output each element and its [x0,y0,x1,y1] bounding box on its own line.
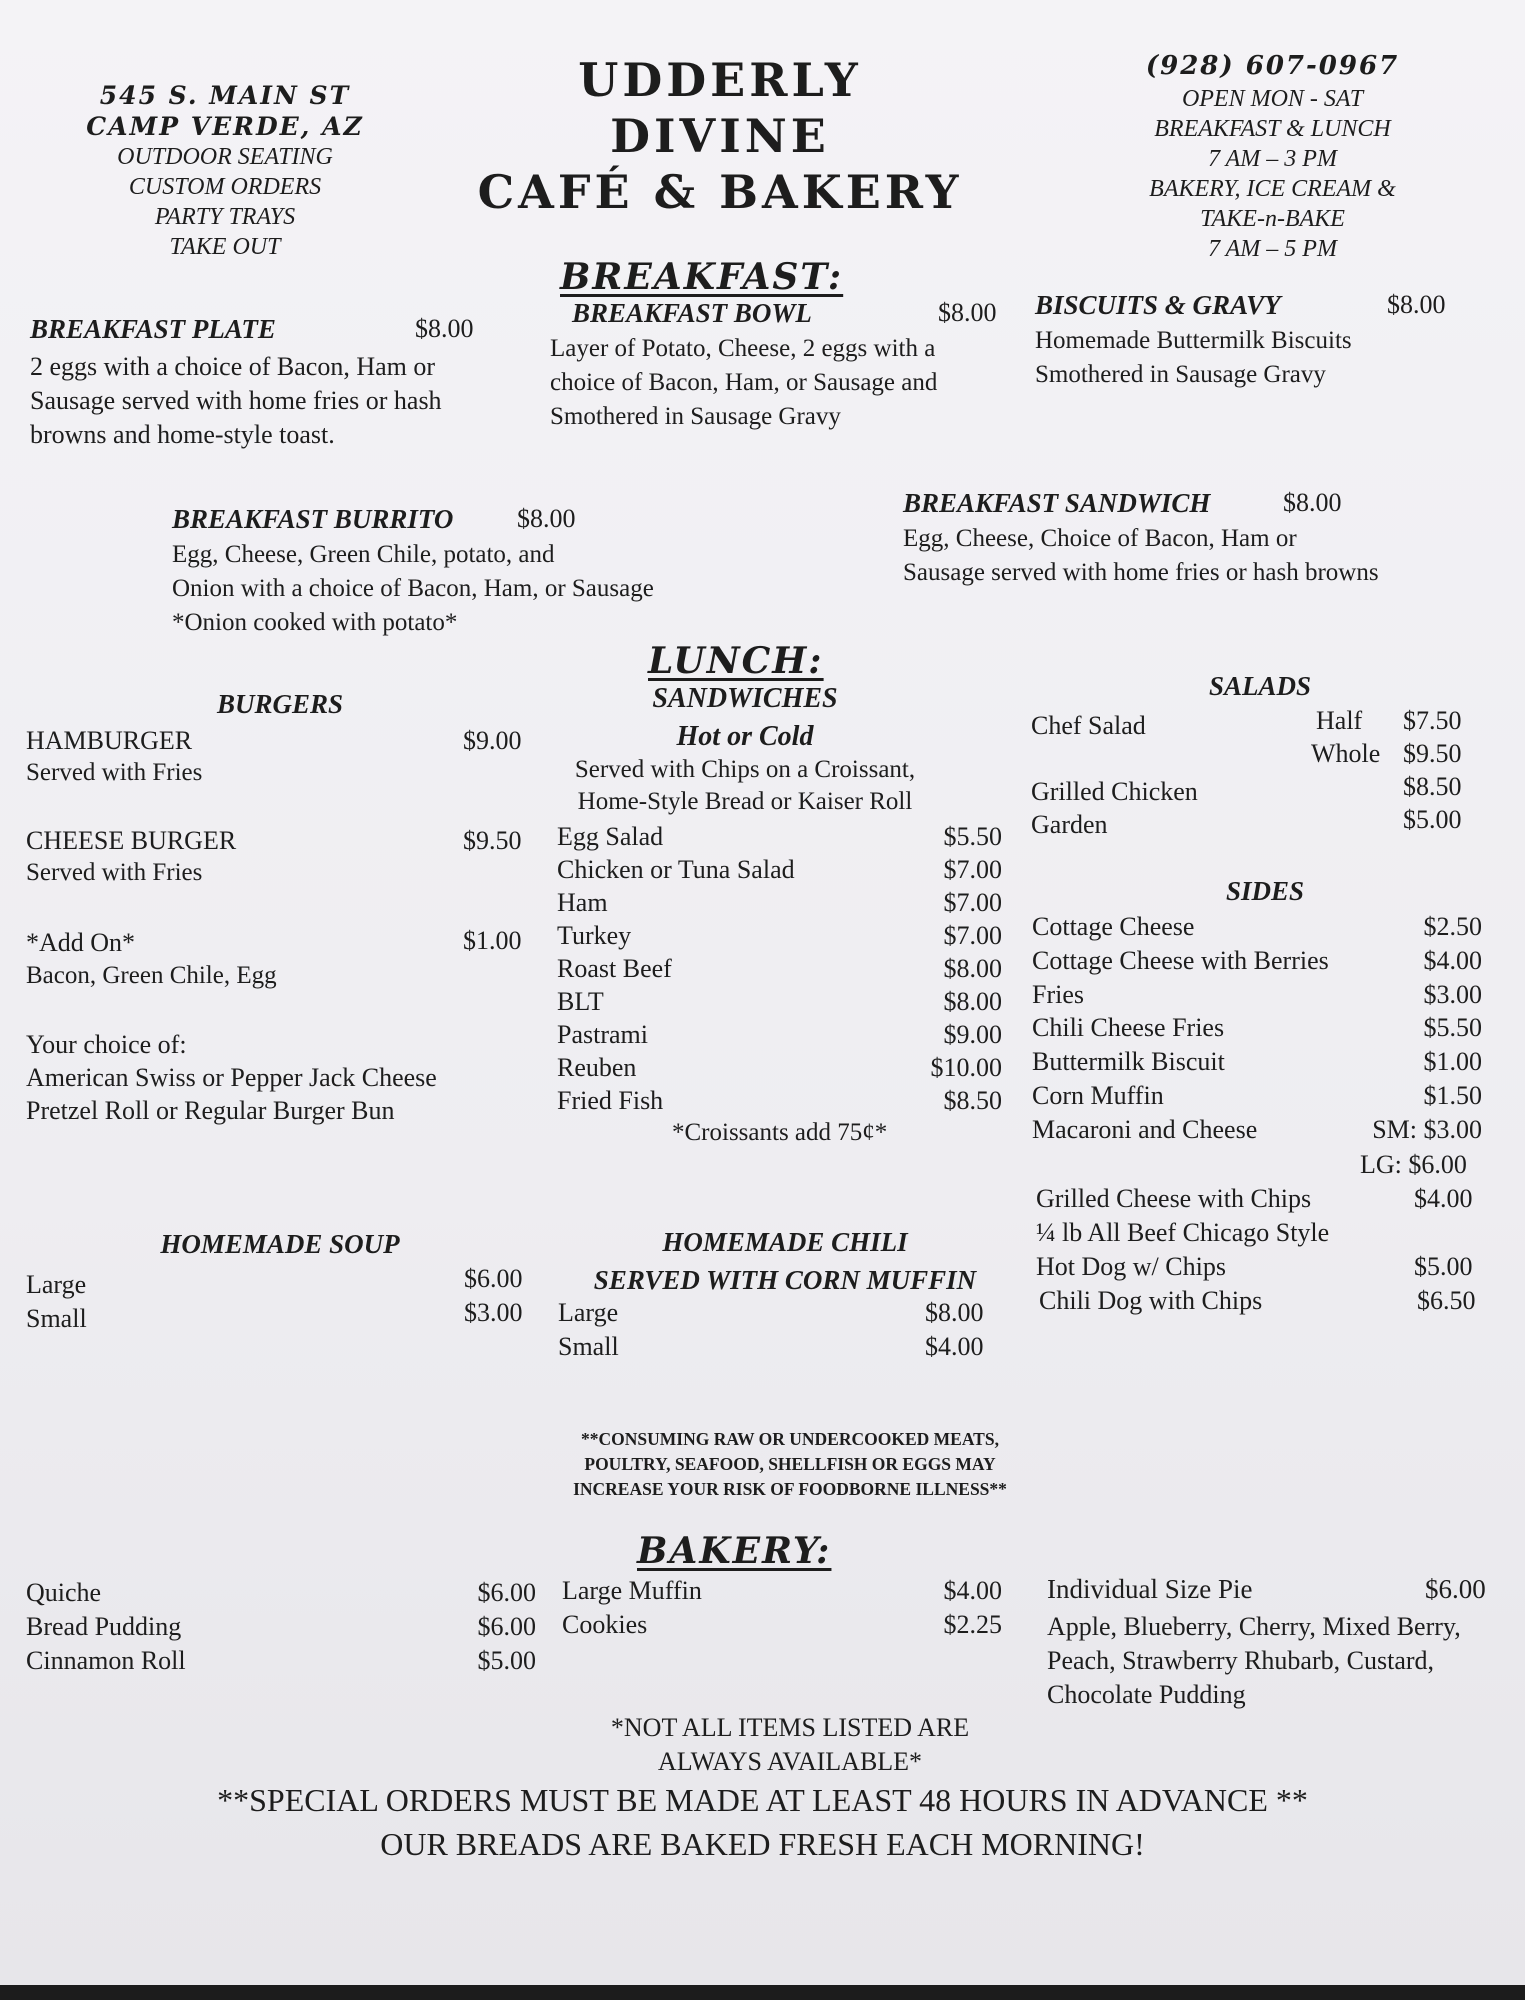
sandwich-item-name: Chicken or Tuna Salad [557,855,795,884]
garden-name: Garden [1031,810,1108,839]
side-item-price: $2.50 [1423,912,1482,941]
bakery-item-name: Bread Pudding [26,1612,182,1641]
burger-choice-label: Your choice of: [26,1030,187,1059]
side-item-price: $1.50 [1423,1081,1482,1110]
soup-small-price: $3.00 [464,1298,523,1327]
food-safety-warning [530,1427,1050,1502]
side-item-price: SM: $3.00 [1372,1114,1482,1144]
hamburger-price: $9.00 [463,726,522,755]
grilled-chicken-price: $8.50 [1403,772,1462,801]
sandwich-item-name: Turkey [557,921,632,950]
item-description: Smothered in Sausage Gravy [550,403,841,430]
addon-desc: Bacon, Green Chile, Egg [26,962,277,989]
chili-small-price: $4.00 [925,1332,984,1361]
bakery-item-name: Large Muffin [562,1576,702,1605]
address-line: CAMP VERDE, AZ [86,112,364,141]
breakfast-heading: BREAKFAST: [560,256,844,298]
special-orders-note: **SPECIAL ORDERS MUST BE MADE AT LEAST 48 HOURS IN ADVANCE ** [217,1782,1308,1818]
hotdog-price: $5.00 [1414,1252,1473,1281]
item-name: BISCUITS & GRAVY [1035,290,1281,320]
phone-number: (928) 607-0967 [1145,51,1400,81]
hours-line: 7 AM – 3 PM [1208,146,1337,172]
sides-list [1032,912,1492,1152]
item-description: choice of Bacon, Ham, or Sausage and [550,369,938,396]
chilidog-name: Chili Dog with Chips [1039,1286,1263,1315]
item-name: BREAKFAST BURRITO [172,504,454,534]
side-item-name: Cottage Cheese [1032,912,1195,941]
item-description: Egg, Cheese, Choice of Bacon, Ham or [903,525,1297,552]
pie-flavors: Chocolate Pudding [1047,1680,1246,1709]
side-item-price: $3.00 [1423,979,1482,1009]
burgers-list [26,726,536,1126]
lunch-heading: LUNCH: [648,640,824,682]
item-price: $8.00 [415,314,474,343]
hotdog-name: Hot Dog w/ Chips [1036,1252,1226,1281]
hotdog-intro: ¼ lb All Beef Chicago Style [1036,1218,1330,1247]
feature-line: OUTDOOR SEATING [117,144,333,170]
item-description: Layer of Potato, Cheese, 2 eggs with a [550,335,936,362]
mac-lg-price: LG: $6.00 [1360,1150,1467,1179]
bakery-item-price: $2.25 [943,1610,1002,1639]
cheeseburger-name: CHEESE BURGER [26,826,237,855]
sandwich-item-name: Pastrami [557,1020,648,1049]
sandwich-item-name: Roast Beef [557,954,672,983]
item-description: Sausage served with home fries or hash browns [903,559,1379,586]
pie-flavors: Apple, Blueberry, Cherry, Mixed Berry, [1047,1612,1461,1641]
item-price: $8.00 [517,504,576,533]
side-item-name: Cottage Cheese with Berries [1032,945,1329,975]
hours-line: 7 AM – 5 PM [1208,236,1337,262]
sandwich-item-price: $8.00 [943,954,1002,983]
bakery-left-list [26,1578,536,1688]
chili-header [560,1223,1010,1299]
item-price: $8.00 [938,298,997,327]
side-item-name: Macaroni and Cheese [1032,1114,1258,1144]
side-item-price: $1.00 [1423,1047,1482,1077]
item-description: Sausage served with home fries or hash [30,386,442,415]
header-hours-block [1085,48,1460,264]
sandwich-item-name: Egg Salad [557,822,664,851]
soup-heading: HOMEMADE SOUP [160,1229,400,1259]
chili-subheading: SERVED WITH CORN MUFFIN [593,1265,977,1295]
sandwich-item-price: $5.50 [943,822,1002,851]
bakery-item-price: $6.00 [477,1612,536,1641]
feature-line: CUSTOM ORDERS [128,174,322,200]
chef-whole-price: $9.50 [1403,739,1462,768]
chef-half-price: $7.50 [1403,706,1462,735]
bakery-item-price: $5.00 [477,1646,536,1675]
item-description: Homemade Buttermilk Biscuits [1035,327,1352,354]
title-line: CAFÉ & BAKERY [477,165,963,219]
served-line: Home-Style Bread or Kaiser Roll [577,788,913,815]
soup-large-price: $6.00 [464,1264,523,1293]
chili-heading: HOMEMADE CHILI [662,1227,908,1257]
hours-line: BAKERY, ICE CREAM & [1149,176,1396,202]
item-description: browns and home-style toast. [30,420,335,449]
item-description: Onion with a choice of Bacon, Ham, or Sausage [172,575,654,602]
bakery-item-price: $6.00 [477,1578,536,1607]
title-line: DIVINE [610,109,830,163]
grilled-chicken-name: Grilled Chicken [1031,777,1198,806]
item-name: BREAKFAST BOWL [572,298,812,328]
bakery-item-name: Quiche [26,1578,102,1607]
burger-choice-line: American Swiss or Pepper Jack Cheese [26,1063,437,1092]
sandwich-item-name: Reuben [557,1053,637,1082]
sandwich-item-price: $7.00 [943,921,1002,950]
header-address-block [40,80,410,262]
garden-price: $5.00 [1403,805,1462,834]
soup-small-name: Small [26,1304,87,1333]
chili-small-name: Small [558,1332,619,1361]
pie-name: Individual Size Pie [1047,1574,1253,1604]
sandwiches-served [545,754,945,818]
side-item-name: Corn Muffin [1032,1081,1164,1110]
sides-extra [1036,1184,1486,1324]
pie-flavors: Peach, Strawberry Rhubarb, Custard, [1047,1646,1435,1675]
item-price: $8.00 [1283,488,1342,517]
bakery-heading: BAKERY: [637,1530,832,1572]
title-line: UDDERLY [578,53,862,107]
soup-list [26,1264,536,1344]
grilled-cheese-price: $4.00 [1414,1184,1473,1213]
bakery-item-price: $4.00 [943,1576,1002,1605]
side-item-name: Buttermilk Biscuit [1032,1047,1225,1077]
bakery-middle-list [562,1576,1002,1656]
sandwiches-heading: SANDWICHES [652,683,838,714]
item-description: *Onion cooked with potato* [172,609,458,636]
hours-line: BREAKFAST & LUNCH [1154,116,1391,142]
sandwich-item-price: $9.00 [943,1020,1002,1049]
bakery-item-name: Cookies [562,1610,648,1639]
sides-heading: SIDES [1225,876,1305,906]
chili-list [558,1298,998,1378]
chili-large-price: $8.00 [925,1298,984,1327]
salads-list [1031,706,1486,846]
sandwich-item-price: $7.00 [943,855,1002,884]
chef-whole-label: Whole [1311,739,1381,768]
cheeseburger-price: $9.50 [463,826,522,855]
side-item-price: $5.50 [1423,1013,1482,1043]
burgers-heading: BURGERS [216,689,344,719]
item-price: $8.00 [1387,290,1446,319]
side-item-price: $4.00 [1423,945,1482,975]
warning-line: POULTRY, SEAFOOD, SHELLFISH OR EGGS MAY [584,1454,996,1474]
hours-line: TAKE-n-BAKE [1200,206,1345,232]
side-item-name: Fries [1032,979,1084,1009]
salads-heading: SALADS [1208,671,1312,701]
served-line: Served with Chips on a Croissant, [574,756,916,783]
addon-price: $1.00 [463,926,522,955]
soup-large-name: Large [26,1270,87,1299]
warning-line: INCREASE YOUR RISK OF FOODBORNE ILLNESS** [573,1479,1007,1499]
grilled-cheese-name: Grilled Cheese with Chips [1036,1184,1312,1213]
sandwich-item-name: Ham [557,888,608,917]
fresh-breads-note: OUR BREADS ARE BAKED FRESH EACH MORNING! [380,1826,1145,1862]
address-line: 545 S. MAIN ST [99,81,351,110]
burger-choice-line: Pretzel Roll or Regular Burger Bun [26,1096,395,1125]
feature-line: PARTY TRAYS [154,204,296,230]
cafe-title [430,52,1010,220]
sandwich-item-price: $8.50 [943,1086,1002,1115]
availability-line: ALWAYS AVAILABLE* [657,1747,923,1776]
addon-name: *Add On* [26,928,136,957]
availability-line: *NOT ALL ITEMS LISTED ARE [610,1713,970,1742]
sandwich-item-name: BLT [557,987,604,1016]
chef-half-label: Half [1316,706,1363,735]
sandwich-item-price: $10.00 [930,1053,1002,1082]
sandwich-item-price: $8.00 [943,987,1002,1016]
hamburger-desc: Served with Fries [26,759,203,786]
sandwich-list [557,822,1002,1122]
feature-line: TAKE OUT [169,234,281,260]
chilidog-price: $6.50 [1417,1286,1476,1315]
item-name: BREAKFAST PLATE [30,314,276,344]
item-name: BREAKFAST SANDWICH [903,488,1211,518]
item-description: Egg, Cheese, Green Chile, potato, and [172,541,555,568]
hamburger-name: HAMBURGER [26,726,193,755]
sandwich-item-price: $7.00 [943,888,1002,917]
item-description: Smothered in Sausage Gravy [1035,361,1326,388]
sandwiches-header [555,680,935,756]
chef-salad-name: Chef Salad [1031,711,1146,740]
cheeseburger-desc: Served with Fries [26,859,203,886]
availability-note [480,1711,1100,1779]
warning-line: **CONSUMING RAW OR UNDERCOOKED MEATS, [581,1429,999,1449]
sandwich-item-name: Fried Fish [557,1086,664,1115]
item-description: 2 eggs with a choice of Bacon, Ham or [30,352,436,381]
pie-price: $6.00 [1425,1574,1486,1604]
hours-line: OPEN MON - SAT [1181,86,1364,112]
side-item-name: Chili Cheese Fries [1032,1013,1225,1043]
croissant-note: *Croissants add 75¢* [672,1119,888,1146]
sandwiches-subheading: Hot or Cold [676,721,814,752]
bakery-item-name: Cinnamon Roll [26,1646,186,1675]
chili-large-name: Large [558,1298,619,1327]
